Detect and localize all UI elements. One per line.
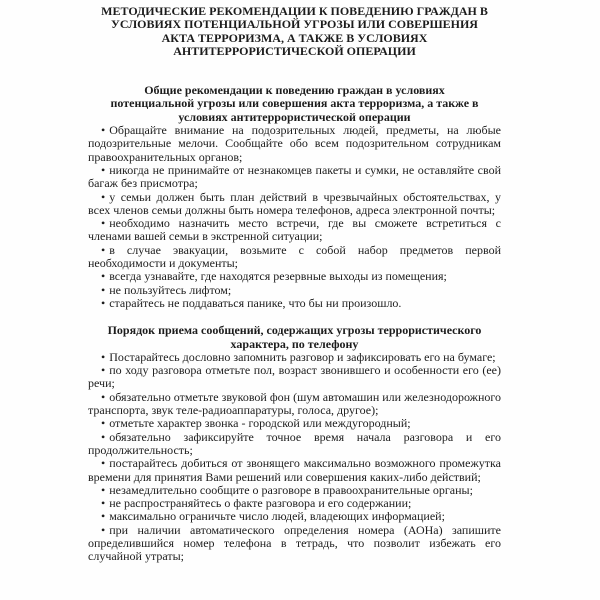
bullet-text: Постарайтесь дословно запомнить разговор и зафиксировать его на бумаге; <box>109 349 496 364</box>
bullet-text: максимально ограничьте число людей, владеющих информацией; <box>109 509 445 524</box>
bullet-text: у семьи должен быть план действий в чрезвычайных обстоятельствах, у всех членов семьи должны быть номера телефонов, адреса электронной почты; <box>88 189 501 217</box>
bullet-text: не распространяйтесь о факте разговора и его содержании; <box>109 496 412 511</box>
bullet-item <box>88 297 501 310</box>
bullet-text: обязательно отметьте звуковой фон (шум автомашин или железнодорожного транспорта, звук теле-радиоаппаратуры, голоса, другое); <box>88 389 501 418</box>
bullet-text: постарайтесь добиться от звонящего максимально возможного промежутка времени для принятия Вами решений или совершения каких-либо действий; <box>88 456 501 484</box>
bullet-text: необходимо назначить место встречи, где вы сможете встретиться с членами вашей семьи в экстренной ситуации; <box>88 216 501 244</box>
bullet-item <box>88 484 501 497</box>
bullet-icon: • <box>101 349 106 364</box>
section-heading <box>88 324 501 351</box>
heading-line: характера, по телефону <box>230 336 359 351</box>
title-line: АКТА ТЕРРОРИЗМА, А ТАКЖЕ В УСЛОВИЯХ <box>161 30 428 45</box>
bullet-item <box>88 431 501 458</box>
bullet-icon: • <box>101 295 106 310</box>
heading-line: Порядок приема сообщений, содержащих угрозы террористического <box>107 323 482 338</box>
section-phone-threat-messages <box>88 324 501 563</box>
bullet-item <box>88 417 501 430</box>
bullet-text: Обращайте внимание на подозрительных людей, предметы, на любые подозрительные мелочи. Сообщайте обо всем подозрительном сотрудникам правоохранительных органов; <box>88 123 501 164</box>
bullet-item <box>88 364 501 391</box>
bullet-item <box>88 124 501 164</box>
bullet-icon: • <box>101 456 106 471</box>
bullet-icon: • <box>101 269 106 284</box>
bullet-text: старайтесь не поддаваться панике, что бы ни произошло. <box>109 295 402 310</box>
bullet-icon: • <box>101 123 106 138</box>
section-heading <box>88 84 501 124</box>
section-general-recommendations <box>88 84 501 310</box>
bullet-item <box>88 457 501 484</box>
bullet-item <box>88 510 501 523</box>
bullet-icon: • <box>101 216 106 231</box>
title-line: УСЛОВИЯХ ПОТЕНЦИАЛЬНОЙ УГРОЗЫ ИЛИ СОВЕРШЕНИЯ <box>111 17 478 32</box>
bullet-item <box>88 351 501 364</box>
bullet-icon: • <box>101 509 106 524</box>
title-line: МЕТОДИЧЕСКИЕ РЕКОМЕНДАЦИИ К ПОВЕДЕНИЮ ГРАЖДАН В <box>101 4 488 18</box>
heading-line: условиях антитеррористической операции <box>178 109 411 124</box>
bullet-icon: • <box>101 189 106 204</box>
bullet-icon: • <box>101 162 106 177</box>
bullet-text: всегда узнавайте, где находятся резервные выходы из помещения; <box>109 269 447 284</box>
bullet-text: при наличии автоматического определения номера (АОНа) запишите определившийся номер телефона в тетрадь, что позволит избежать его случайной утраты; <box>88 522 501 564</box>
heading-line: Общие рекомендации к поведению граждан в условиях <box>144 83 445 98</box>
bullet-icon: • <box>101 416 106 431</box>
bullet-item <box>88 497 501 510</box>
bullet-icon: • <box>101 429 106 444</box>
bullet-item <box>88 164 501 191</box>
bullet-text: отметьте характер звонка - городской или междугородный; <box>109 416 411 431</box>
bullet-item <box>88 191 501 218</box>
bullet-text: обязательно зафиксируйте точное время начала разговора и его продолжительность; <box>88 429 501 457</box>
bullet-item <box>88 524 501 564</box>
bullet-text: незамедлительно сообщите о разговоре в правоохранительные органы; <box>109 482 473 497</box>
bullet-item <box>88 217 501 244</box>
bullet-item <box>88 244 501 271</box>
bullet-icon: • <box>101 242 106 257</box>
bullet-icon: • <box>101 363 106 378</box>
bullet-item <box>88 284 501 297</box>
bullet-text: не пользуйтесь лифтом; <box>109 282 232 297</box>
heading-line: потенциальной угрозы или совершения акта терроризма, а также в <box>110 96 479 111</box>
bullet-item <box>88 391 501 418</box>
bullet-icon: • <box>101 522 106 537</box>
bullet-item <box>88 270 501 283</box>
bullet-icon: • <box>101 389 106 404</box>
bullet-icon: • <box>101 282 106 297</box>
bullet-text: по ходу разговора отметьте пол, возраст звонившего и особенности его (ее) речи; <box>88 363 501 391</box>
bullet-icon: • <box>101 482 106 497</box>
bullet-text: никогда не принимайте от незнакомцев пакеты и сумки, не оставляйте свой багаж без присмотра; <box>88 162 501 191</box>
title-line: АНТИТЕРРОРИСТИЧЕСКОЙ ОПЕРАЦИИ <box>173 43 416 58</box>
document-title <box>88 5 501 58</box>
bullet-icon: • <box>101 496 106 511</box>
bullet-text: в случае эвакуации, возьмите с собой набор предметов первой необходимости и документы; <box>88 242 501 271</box>
